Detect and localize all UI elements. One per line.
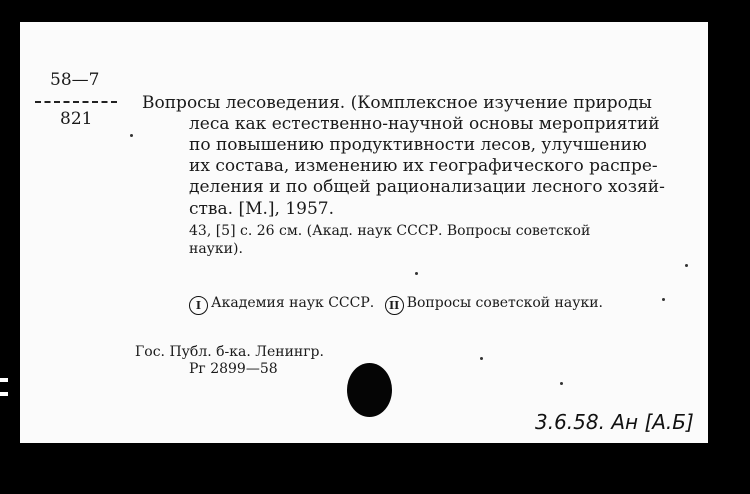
call-number-bottom: 821 [60, 109, 93, 129]
physical-description-line: науки). [189, 241, 243, 257]
ink-speck [415, 272, 418, 275]
ink-speck [662, 298, 665, 301]
tracing-entry-1: Академия наук СССР. [211, 295, 375, 311]
catalog-card [20, 22, 708, 443]
handwritten-note: 3.6.58. Ан [А.Б] [535, 410, 694, 434]
description-line: леса как естественно-научной основы мероприятий [189, 114, 660, 134]
roman-numeral-1-marker: I [189, 296, 208, 315]
ink-speck [130, 134, 133, 137]
call-number-top: 58—7 [50, 70, 100, 90]
ink-stamp-blot [347, 363, 392, 417]
physical-description-line: 43, [5] с. 26 см. (Акад. наук СССР. Вопросы советской [189, 223, 591, 239]
ink-speck [480, 357, 483, 360]
edge-mark [0, 392, 8, 396]
tracing-line [189, 293, 603, 315]
tracing-entry-2: Вопросы советской науки. [406, 295, 603, 311]
roman-numeral-2-marker: II [385, 296, 404, 315]
description-line: по повышению продуктивности лесов, улучшению [189, 135, 647, 155]
description-line: деления и по общей рационализации лесного хозяй- [189, 177, 665, 197]
edge-mark [0, 378, 8, 382]
description-line: Вопросы лесоведения. (Комплексное изучение природы [142, 93, 652, 113]
description-line: ства. [М.], 1957. [189, 199, 334, 219]
ink-speck [560, 382, 563, 385]
ink-speck [685, 264, 688, 267]
library-number: Рг 2899—58 [189, 361, 278, 377]
description-line: их состава, изменению их географического распре- [189, 156, 658, 176]
call-number-divider [35, 101, 117, 103]
library-line: Гос. Публ. б-ка. Ленингр. [135, 344, 324, 360]
